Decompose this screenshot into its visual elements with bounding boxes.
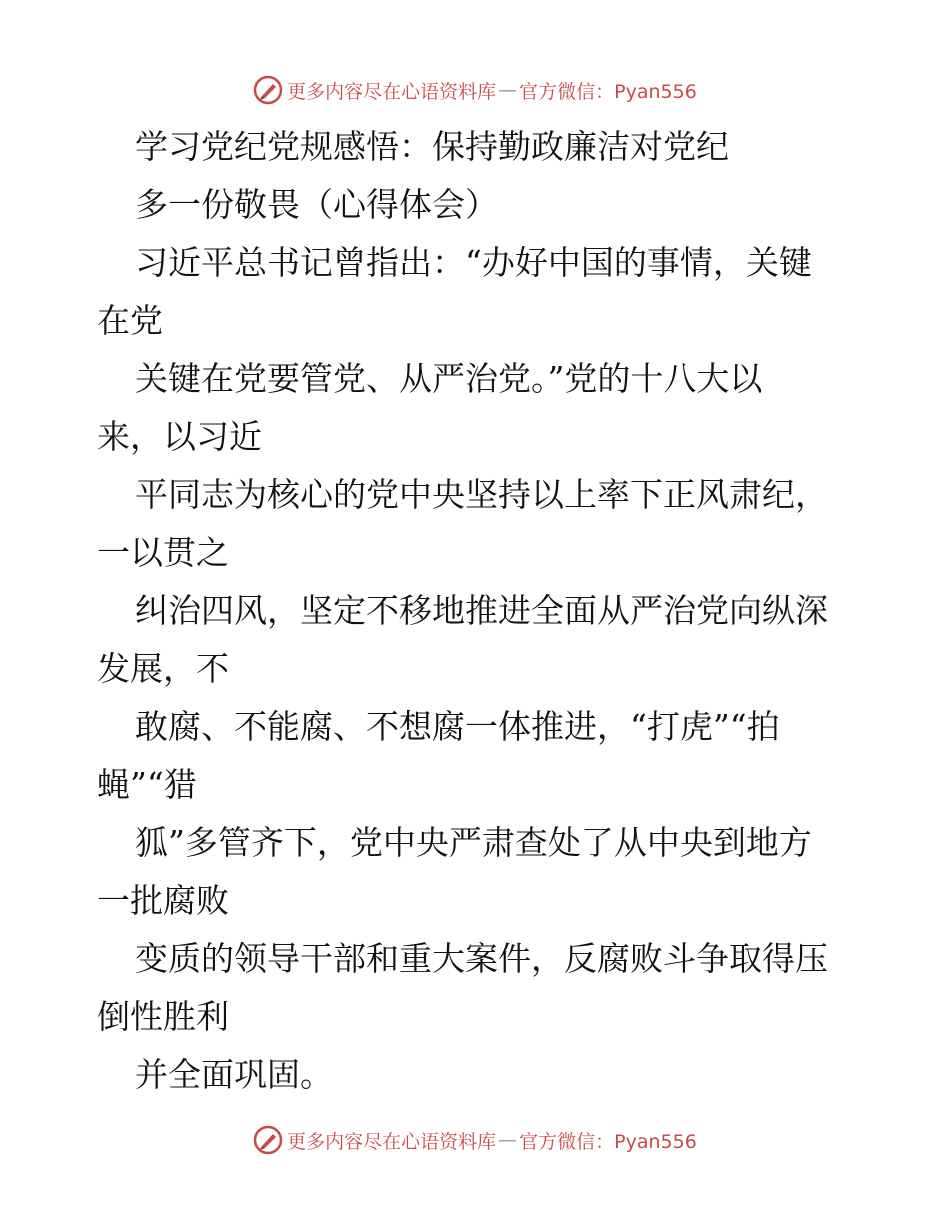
footer-wechat-text: 官方微信：Pyan556 [519,1130,697,1153]
body-line-17: 并全面巩固。 [135,1055,333,1094]
body-line-11: 敢腐、不能腐、不想腐一体推进，“打虎”“拍 [135,707,780,746]
body-line-7: 平同志为核心的党中央坚持以上率下正风肃纪， [135,475,828,514]
pen-logo-icon [253,75,283,105]
footer-banner [0,1120,950,1160]
body-line-8: 一以贯之 [97,533,229,572]
body-line-1: 学习党纪党规感悟：保持勤政廉洁对党纪 [135,127,729,166]
body-line-14: 一批腐败 [97,881,229,920]
body-line-6: 来，以习近 [97,417,262,456]
body-line-9: 纠治四风，坚定不移地推进全面从严治党向纵深 [135,591,828,630]
body-line-12: 蝇”“猎 [97,765,197,804]
header-site-text: 更多内容尽在心语资料库 [287,80,497,103]
footer-site-text: 更多内容尽在心语资料库 [287,1130,497,1153]
header-wechat-text: 官方微信：Pyan556 [519,80,697,103]
body-line-15: 变质的领导干部和重大案件，反腐败斗争取得压 [135,939,828,978]
body-line-16: 倒性胜利 [97,997,229,1036]
body-line-10: 发展，不 [97,649,229,688]
body-line-5: 关键在党要管党、从严治党。”党的十八大以 [135,359,763,398]
body-line-3: 习近平总书记曾指出：“办好中国的事情，关键 [135,243,812,282]
footer-separator: — [498,1129,518,1151]
body-line-4: 在党 [97,301,163,340]
header-separator: — [498,79,518,101]
header-banner [0,70,950,110]
pen-logo-icon [253,1125,283,1155]
body-line-13: 狐”多管齐下，党中央严肃查处了从中央到地方 [135,823,812,862]
body-line-2: 多一份敬畏（心得体会） [135,185,498,224]
